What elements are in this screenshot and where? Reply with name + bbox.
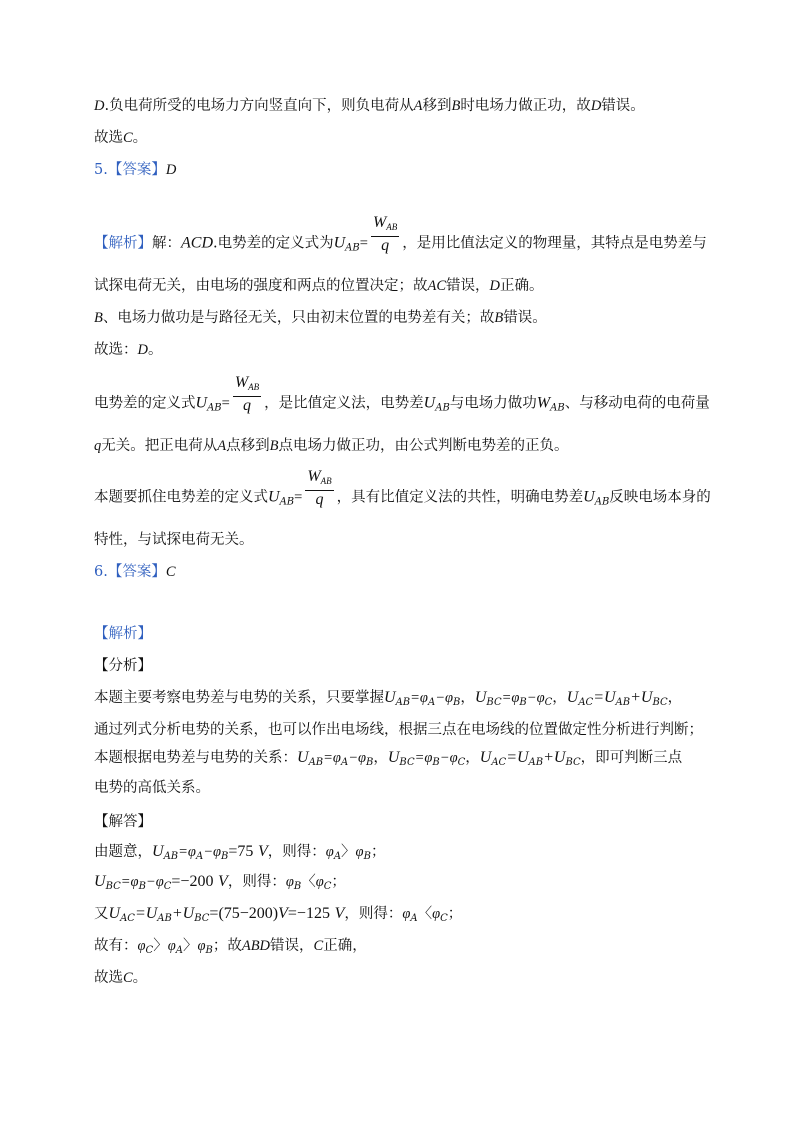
paragraph-line: 本题主要考察电势差与电势的关系，只要掌握$U_{AB}=\varphi_A-\varphi_B$，$U_{BC}=\varphi_B-\varphi_C$，$U_{AC}=U_{AB}+U_{BC}$， <box>94 689 683 708</box>
paragraph-line: 电势差的定义式$U_{AB}=$ $\frac{W_{AB}}{q}$ ，是比值定义法，电势差$U_{AB}$与电场力做功$W_{AB}$、与移动电荷的电荷量 <box>94 374 710 414</box>
choice-line-q4: 故选C。 <box>94 130 148 146</box>
explanation-q5: 【解析】解：ACD.电势差的定义式为$U_{AB}=$ $\frac{W_{AB}}{q}$ ，是用比值法定义的物理量，其特点是电势差与 <box>94 214 707 254</box>
paragraph-line: q无关。把正电荷从A点移到B点电场力做正功，由公式判断电势差的正负。 <box>94 438 569 454</box>
paragraph-line: 电势的高低关系。 <box>94 780 210 796</box>
answer-q5: 5.【答案】D <box>94 162 177 178</box>
fraction-wab-over-q: $\frac{W_{AB}}{q}$ <box>234 374 260 414</box>
choice-line-q6: 故选C。 <box>94 970 148 986</box>
paragraph-line: 试探电荷无关，由电场的强度和两点的位置决定；故AC错误，D正确。 <box>94 278 544 294</box>
answer-q6: 6.【答案】C <box>94 564 176 580</box>
explanation-q6-heading: 【解析】 <box>94 626 152 642</box>
paragraph-line: 特性，与试探电荷无关。 <box>94 532 254 548</box>
paragraph-line: 通过列式分析电势的关系，也可以作出电场线，根据三点在电场线的位置做定性分析进行判断； <box>94 722 703 738</box>
solution-line: 由题意，$U_{AB}=\varphi_A-\varphi_B=75$ V，则得：$\varphi_A$〉$\varphi_B$； <box>94 843 386 862</box>
solution-line: $U_{BC}=\varphi_B-\varphi_C=-200$ V，则得：$\varphi_B$〈$\varphi_C$； <box>94 873 346 892</box>
solution-line: 故有：$\varphi_C$〉$\varphi_A$〉$\varphi_B$；故ABD错误，C正确， <box>94 938 367 956</box>
paragraph-line: B、电场力做功是与路径无关，只由初末位置的电势差有关；故B错误。 <box>94 310 547 326</box>
math-d: D <box>94 98 105 114</box>
solution-heading: 【解答】 <box>94 814 152 830</box>
choice-line-q5: 故选：D。 <box>94 342 163 358</box>
solution-line: 又$U_{AC}=U_{AB}+U_{BC}=(75-200)V=-125$ V，则得：$\varphi_A$〈$\varphi_C$； <box>94 905 463 924</box>
fraction-wab-over-q: $\frac{W_{AB}}{q}$ <box>307 468 332 508</box>
fraction-wab-over-q: $\frac{W_{AB}}{q}$ <box>372 214 398 254</box>
paragraph-line: 本题根据电势差与电势的关系：$U_{AB}=\varphi_A-\varphi_B$，$U_{BC}=\varphi_B-\varphi_C$，$U_{AC}=U_{AB}+U_{BC}$，即可判断三点 <box>94 749 683 768</box>
option-d-analysis: D.负电荷所受的电场力方向竖直向下，则负电荷从A移到B时电场力做正功，故D错误。 <box>94 98 645 114</box>
paragraph-line: 本题要抓住电势差的定义式$U_{AB}=$ $\frac{W_{AB}}{q}$ ，具有比值定义法的共性，明确电势差$U_{AB}$反映电场本身的 <box>94 468 711 508</box>
analysis-heading: 【分析】 <box>94 658 152 674</box>
